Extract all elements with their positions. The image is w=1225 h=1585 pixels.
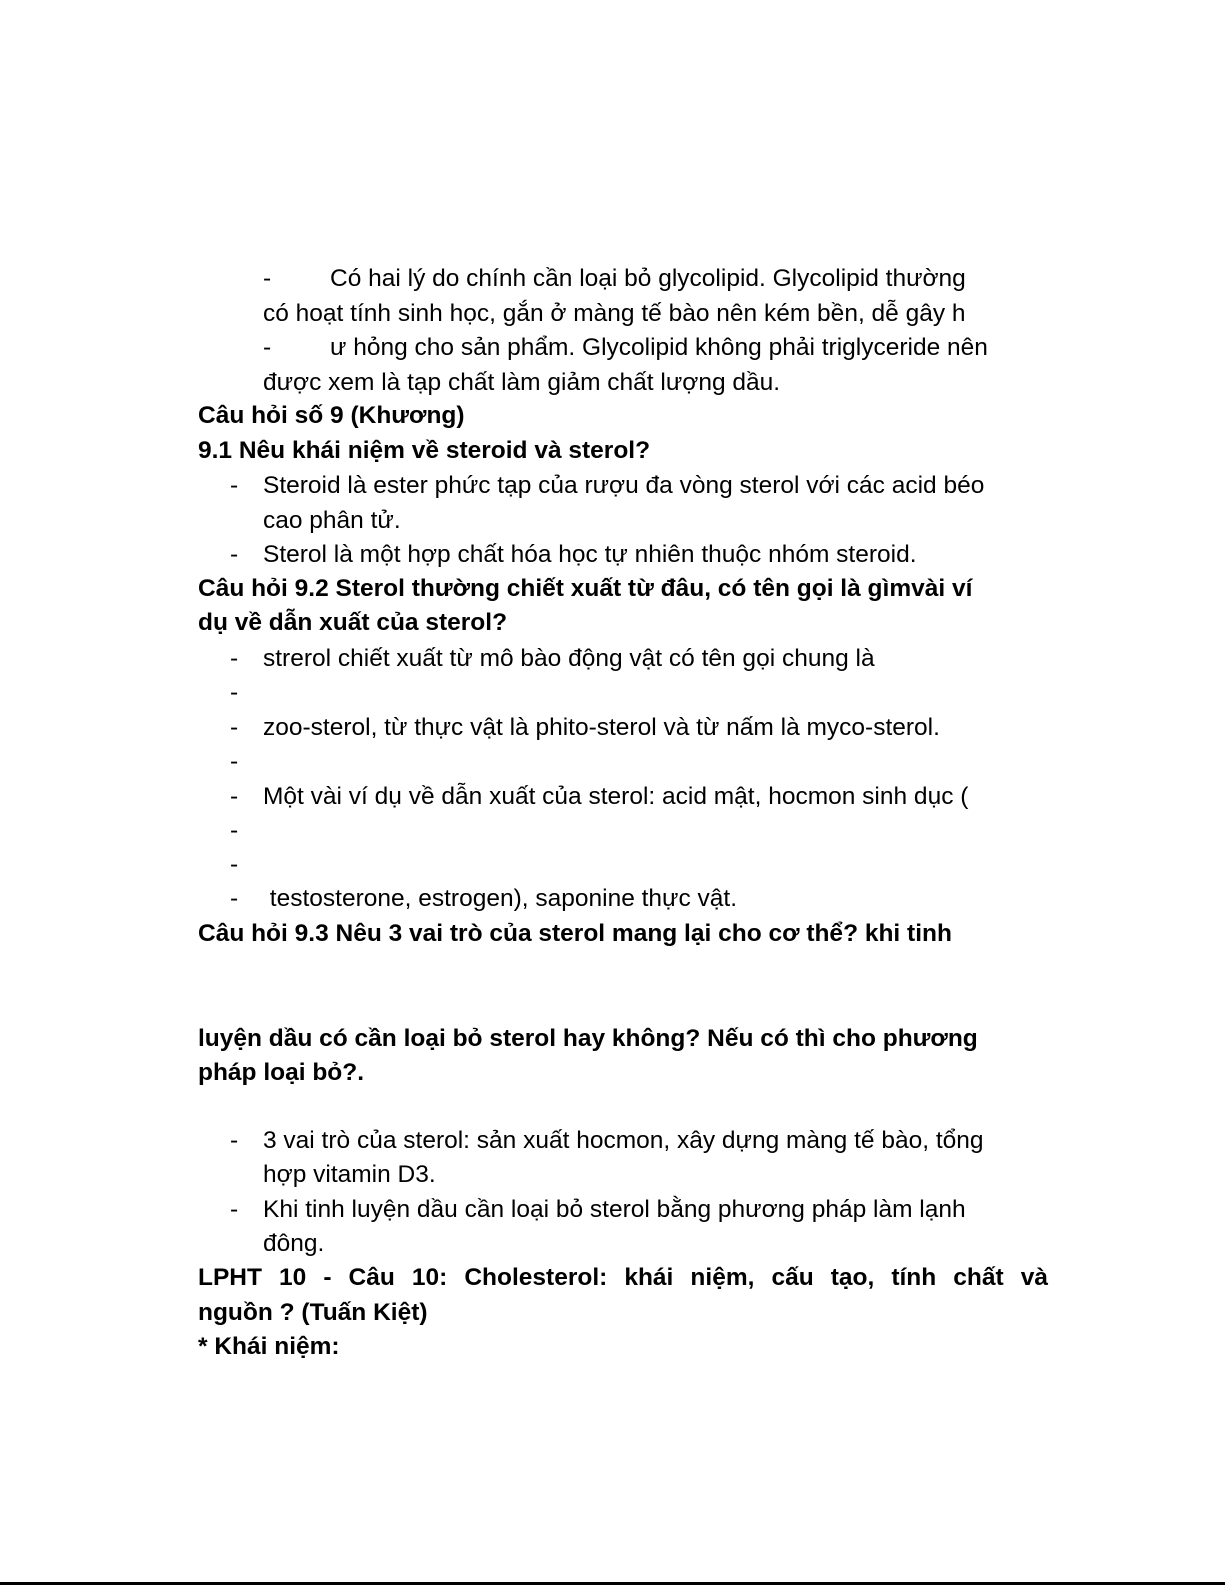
list-item-text: testosterone, estrogen), saponine thực vật. <box>263 885 738 912</box>
heading-question-9: Câu hỏi số 9 (Khương) <box>198 402 465 429</box>
heading-word: cấu <box>771 1264 814 1291</box>
heading-word: và <box>1020 1264 1048 1291</box>
heading-word: 10 <box>279 1264 307 1291</box>
text-line: Có hai lý do chính cần loại bỏ glycolipid. Glycolipid thường <box>330 265 966 292</box>
list-dash: - <box>230 885 239 912</box>
heading-word: tạo, <box>830 1264 875 1291</box>
heading-word: khái <box>624 1264 674 1291</box>
heading-word: - <box>323 1264 332 1291</box>
heading-question-10-cont: nguồn ? (Tuấn Kiệt) <box>198 1299 428 1326</box>
list-dash: - <box>230 714 239 741</box>
list-item-text: zoo-sterol, từ thực vật là phito-sterol và từ nấm là myco-sterol. <box>263 714 940 741</box>
list-item-text: hợp vitamin D3. <box>263 1161 436 1188</box>
heading-question-9-1: 9.1 Nêu khái niệm về steroid và sterol? <box>198 437 651 464</box>
heading-word: LPHT <box>198 1264 262 1291</box>
list-item-text: Một vài ví dụ về dẫn xuất của sterol: acid mật, hocmon sinh dục ( <box>263 783 969 810</box>
heading-question-9-3: Câu hỏi 9.3 Nêu 3 vai trò của sterol mang lại cho cơ thể? khi tinh <box>198 920 952 947</box>
subheading-concept: * Khái niệm: <box>198 1333 340 1360</box>
list-dash: - <box>230 645 239 672</box>
list-dash: - <box>230 1196 239 1223</box>
heading-question-9-2-cont: dụ về dẫn xuất của sterol? <box>198 609 508 636</box>
list-dash: - <box>263 265 272 292</box>
text-line: ư hỏng cho sản phẩm. Glycolipid không phải triglyceride nên <box>330 334 988 361</box>
heading-word: tính <box>891 1264 937 1291</box>
list-item-text: cao phân tử. <box>263 507 401 534</box>
list-item-text: Steroid là ester phức tạp của rượu đa vòng sterol với các acid béo <box>263 472 985 499</box>
list-dash: - <box>230 472 239 499</box>
list-dash: - <box>230 679 239 706</box>
heading-word: niệm, <box>690 1264 755 1291</box>
list-dash: - <box>230 783 239 810</box>
list-dash: - <box>230 1127 239 1154</box>
list-item-text: 3 vai trò của sterol: sản xuất hocmon, xây dựng màng tế bào, tổng <box>263 1127 984 1154</box>
heading-word: 10: <box>411 1264 448 1291</box>
list-dash: - <box>230 817 239 844</box>
list-dash: - <box>263 334 272 361</box>
text-line: có hoạt tính sinh học, gắn ở màng tế bào nên kém bền, dễ gây h <box>263 300 966 327</box>
heading-question-9-3-cont: pháp loại bỏ?. <box>198 1059 365 1086</box>
heading-word: chất <box>953 1264 1004 1291</box>
list-dash: - <box>230 748 239 775</box>
list-dash: - <box>230 541 239 568</box>
heading-word: Câu <box>348 1264 395 1291</box>
list-item-text: đông. <box>263 1230 325 1257</box>
heading-question-9-2: Câu hỏi 9.2 Sterol thường chiết xuất từ đâu, có tên gọi là gìmvài ví <box>198 575 973 602</box>
heading-question-10 <box>198 1261 1048 1295</box>
heading-question-9-3-cont: luyện dầu có cần loại bỏ sterol hay không? Nếu có thì cho phương <box>198 1025 978 1052</box>
heading-word: Cholesterol: <box>464 1264 608 1291</box>
list-item-text: Khi tinh luyện dầu cần loại bỏ sterol bằng phương pháp làm lạnh <box>263 1196 966 1223</box>
list-item-text: Sterol là một hợp chất hóa học tự nhiên thuộc nhóm steroid. <box>263 541 917 568</box>
list-dash: - <box>230 851 239 878</box>
text-line: được xem là tạp chất làm giảm chất lượng dầu. <box>263 369 781 396</box>
list-item-text: strerol chiết xuất từ mô bào động vật có tên gọi chung là <box>263 645 875 672</box>
